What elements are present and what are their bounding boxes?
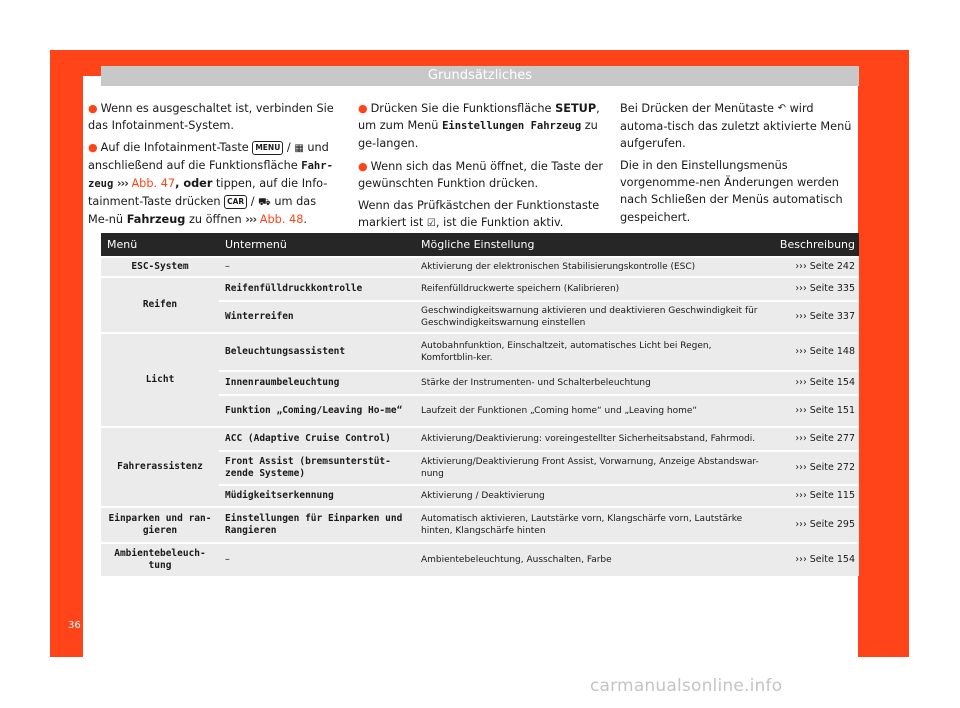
table-row	[101, 426, 859, 450]
page-ref-cell[interactable]: ››› Seite 272	[765, 450, 859, 484]
einstellungen-fahrzeug-label: Einstellungen Fahrzeug	[442, 120, 582, 133]
section-title: Grundsätzliches	[427, 68, 533, 83]
separator-slash: /	[286, 141, 291, 155]
period: .	[303, 213, 307, 226]
setting-cell: Reifenfülldruckwerte speichern (Kalibrieren)	[415, 276, 765, 300]
page-ref-cell[interactable]: ››› Seite 277	[765, 426, 859, 450]
page-ref-cell[interactable]: ››› Seite 335	[765, 276, 859, 300]
menu-key-note	[620, 100, 860, 152]
text-column-3	[620, 100, 860, 231]
bullet-icon: ●	[358, 102, 368, 115]
header-submenu: Untermenü	[219, 233, 415, 256]
setting-cell: Geschwindigkeitswarnung aktivieren und deaktivieren Geschwindigkeit für Geschwindigkeitswarnung einstellen	[415, 300, 765, 332]
menu-cell: ESC-System	[101, 256, 219, 276]
menu-cell: Reifen	[101, 276, 219, 332]
fahrzeug-label: Fahr-zeug	[88, 160, 333, 191]
text-column-2	[358, 100, 606, 237]
page-ref-cell[interactable]: ››› Seite 115	[765, 484, 859, 506]
setting-cell: Autobahnfunktion, Einschaltzeit, automatisches Licht bei Regen, Komfortblin-ker.	[415, 332, 765, 370]
menu-key-icon: MENU	[252, 141, 283, 155]
setting-cell: Laufzeit der Funktionen „Coming home“ und „Leaving home“	[415, 394, 765, 426]
figure-link-47[interactable]: Abb. 47	[131, 177, 176, 191]
table-row	[101, 276, 859, 300]
instruction-3-text-c: zu ge-langen.	[358, 119, 598, 151]
setting-cell: Aktivierung/Deaktivierung Front Assist, Vorwarnung, Anzeige Abstandswar-nung	[415, 450, 765, 484]
table-row	[101, 332, 859, 370]
page-ref-cell[interactable]: ››› Seite 242	[765, 256, 859, 276]
setup-label: SETUP	[555, 102, 597, 115]
submenu-cell: Einstellungen für Einparken und Rangieren	[219, 506, 415, 542]
separator-slash-2: /	[250, 195, 255, 209]
submenu-cell: Front Assist (bremsunterstüt-zende Systeme)	[219, 450, 415, 484]
page-ref-cell[interactable]: ››› Seite 337	[765, 300, 859, 332]
instruction-1-text: Wenn es ausgeschaltet ist, verbinden Sie das Infotainment-System.	[88, 102, 334, 133]
instruction-2-text-e: zu öffnen	[188, 213, 242, 226]
bullet-icon: ●	[358, 159, 368, 173]
menu-cell: Licht	[101, 332, 219, 426]
menu-cell: Ambientebeleuch-tung	[101, 542, 219, 576]
fahrzeug-menu-label: Fahrzeug	[126, 213, 186, 226]
oder-text: , oder	[175, 177, 213, 191]
ref-chevron: ›››	[116, 177, 128, 191]
page-number: 36	[68, 620, 81, 631]
submenu-cell: Funktion „Coming/Leaving Ho-me“	[219, 394, 415, 426]
page-ref-cell[interactable]: ››› Seite 148	[765, 332, 859, 370]
submenu-cell: –	[219, 256, 415, 276]
header-description: Beschreibung	[765, 233, 859, 256]
instruction-2	[88, 139, 338, 228]
app-grid-icon: ▦	[294, 142, 304, 154]
setting-cell: Aktivierung der elektronischen Stabilisierungskontrolle (ESC)	[415, 256, 765, 276]
instruction-1	[88, 100, 338, 134]
autosave-note: Die in den Einstellungsmenüs vorgenomme-nen Änderungen werden nach Schließen der Menüs automatisch gespeichert.	[620, 159, 843, 224]
menu-cell: Einparken und ran-gieren	[101, 506, 219, 542]
table-row	[101, 506, 859, 542]
table-row	[101, 542, 859, 576]
bullet-icon: ●	[88, 102, 98, 115]
header-setting: Mögliche Einstellung	[415, 233, 765, 256]
checkbox-note-text-b: , ist die Funktion aktiv.	[435, 216, 564, 230]
instruction-2-text-c: tippen, auf die Info-tainment-Taste drücken	[88, 177, 328, 209]
page-ref-cell[interactable]: ››› Seite 295	[765, 506, 859, 542]
instruction-3-text-a: Drücken Sie die Funktionsfläche	[370, 102, 552, 115]
checkbox-note	[358, 197, 606, 232]
instruction-2-text-a: Auf die Infotainment-Taste	[100, 141, 249, 155]
setting-cell: Ambientebeleuchtung, Ausschalten, Farbe	[415, 542, 765, 576]
section-header	[101, 66, 859, 86]
bullet-icon: ●	[88, 141, 98, 155]
setting-cell: Aktivierung/Deaktivierung: voreingestellter Sicherheitsabstand, Fahrmodi.	[415, 426, 765, 450]
setting-cell: Automatisch aktivieren, Lautstärke vorn, Klangschärfe vorn, Lautstärke hinten, Klangschärfe hinten	[415, 506, 765, 542]
instruction-4	[358, 158, 606, 192]
submenu-cell: ACC (Adaptive Cruise Control)	[219, 426, 415, 450]
setting-cell: Aktivierung / Deaktivierung	[415, 484, 765, 506]
instruction-4-text: Wenn sich das Menü öffnet, die Taste der gewünschten Funktion drücken.	[358, 159, 603, 190]
menu-cell: Fahrerassistenz	[101, 426, 219, 506]
car-icon: ⛟	[258, 196, 271, 208]
figure-link-48[interactable]: Abb. 48	[259, 213, 304, 226]
instruction-3	[358, 100, 606, 153]
instruction-3-text-b: , um zum Menü	[358, 102, 600, 133]
instruction-2-text-d: um das Me-nü	[88, 195, 317, 226]
page-ref-cell[interactable]: ››› Seite 154	[765, 370, 859, 394]
table-header-row	[101, 233, 859, 256]
page-ref-cell[interactable]: ››› Seite 151	[765, 394, 859, 426]
back-arrow-icon: ↶	[777, 103, 786, 115]
submenu-cell: Reifenfülldruckkontrolle	[219, 276, 415, 300]
instruction-2-text-b: und anschließend auf die Funktionsfläche	[88, 141, 329, 172]
car-key-icon: CAR	[224, 195, 247, 209]
submenu-cell: Innenraumbeleuchtung	[219, 370, 415, 394]
text-column-1	[88, 100, 338, 233]
watermark-text: carmanualsonline.info	[590, 676, 783, 696]
submenu-cell: Beleuchtungsassistent	[219, 332, 415, 370]
submenu-cell: Winterreifen	[219, 300, 415, 332]
ref-chevron-2: ›››	[245, 213, 257, 226]
menu-key-note-text-a: Bei Drücken der Menütaste	[620, 102, 774, 115]
page-ref-cell[interactable]: ››› Seite 154	[765, 542, 859, 576]
checkbox-note-text-a: Wenn das Prüfkästchen der Funktionstaste markiert ist	[358, 199, 600, 230]
table-row	[101, 256, 859, 276]
menu-key-note-text-b: wird automa-tisch das zuletzt aktivierte Menü aufgerufen.	[620, 102, 852, 150]
setting-cell: Stärke der Instrumenten- und Schalterbeleuchtung	[415, 370, 765, 394]
settings-table	[101, 233, 859, 576]
checkbox-checked-icon: ☑	[426, 217, 436, 229]
header-menu: Menü	[101, 233, 219, 256]
submenu-cell: –	[219, 542, 415, 576]
submenu-cell: Müdigkeitserkennung	[219, 484, 415, 506]
